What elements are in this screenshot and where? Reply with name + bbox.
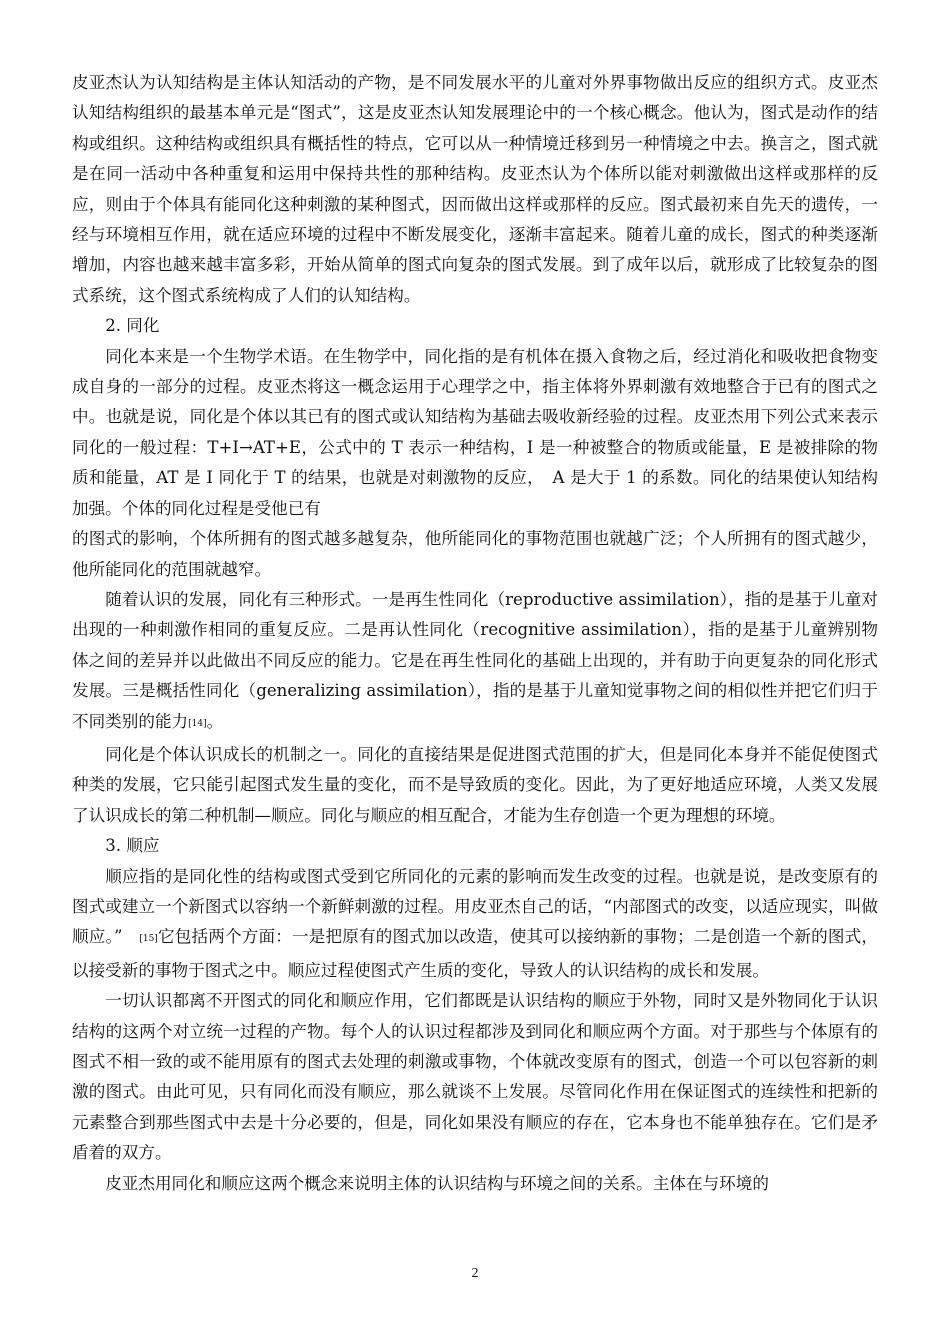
paragraph-assimilation-continued: 的图式的影响，个体所拥有的图式越多越复杂，他所能同化的事物范围也就越广泛；个人所拥有的图式越少，他所能同化的范围就越窄。 xyxy=(72,529,878,579)
paragraph-text: 随着认识的发展，同化有三种形式。一是再生性同化（reproductive assimilation），指的是基于儿童对出现的一种刺激作相同的重复反应。二是再认性同化（recognitive assimilation），指的是基于儿童辨别物体之间的差异并以此做出不同反应的能力。它是在再生性同化的基础上出现的，并有助于向更复杂的同化形式发展。三是概括性同化（generalizing assimilation），指的是基于儿童知觉事物之间的相似性并把它们归于不同类别的能力 xyxy=(72,589,878,731)
citation-14: [14] xyxy=(188,718,207,729)
paragraph-assimilation-definition: 同化本来是一个生物学术语。在生物学中，同化指的是有机体在摄入食物之后，经过消化和吸收把食物变成自身的一部分的过程。皮亚杰将这一概念运用于心理学之中，指主体将外界刺激有效地整合于已有的图式之中。也就是说，同化是个体以其已有的图式或认知结构为基础去吸收新经验的过程。皮亚杰用下列公式来表示同化的一般过程：T+I→AT+E，公式中的 T 表示一种结构，I 是一种被整合的物质或能量，E 是被排除的物质和能量，AT 是 I 同化于 T 的结果，也就是对刺激物的反应， A 是大于 1 的系数。同化的结果使认知结构加强。个体的同化过程是受他已有 xyxy=(72,346,878,518)
paragraph-schema: 皮亚杰认为认知结构是主体认知活动的产物，是不同发展水平的儿童对外界事物做出反应的组织方式。皮亚杰认知结构组织的最基本单元是“图式”，这是皮亚杰认知发展理论中的一个核心概念。他认为，图式是动作的结构或组织。这种结构或组织具有概括性的特点，它可以从一种情境迁移到另一种情境之中去。换言之，图式就是在同一活动中各种重复和运用中保持共性的那种结构。皮亚杰认为个体所以能对刺激做出这样或那样的反应，则由于个体具有能同化这种刺激的某种图式，因而做出这样或那样的反应。图式最初来自先天的遗传，一经与环境相互作用，就在适应环境的过程中不断发展变化，逐渐丰富起来。随着儿童的成长，图式的种类逐渐增加，内容也越来越丰富多彩，开始从简单的图式向复杂的图式发展。到了成年以后，就形成了比较复杂的图式系统，这个图式系统构成了人们的认知结构。 xyxy=(72,73,878,305)
section-heading-accommodation: 3. 顺应 xyxy=(105,836,160,856)
paragraph-accommodation-definition xyxy=(72,862,878,987)
paragraph-structure-environment: 皮亚杰用同化和顺应这两个概念来说明主体的认识结构与环境之间的关系。主体在与环境的 xyxy=(105,1173,769,1193)
citation-15: [15] xyxy=(139,934,158,945)
page-number: 2 xyxy=(471,1266,479,1281)
document-body xyxy=(72,68,878,1199)
paragraph-text-end: 。 xyxy=(206,711,224,731)
paragraph-assimilation-mechanism: 同化是个体认识成长的机制之一。同化的直接结果是促进图式范围的扩大，但是同化本身并不能促使图式种类的发展，它只能引起图式发生量的变化，而不是导致质的变化。因此，为了更好地适应环境，人类又发展了认识成长的第二种机制—顺应。同化与顺应的相互配合，才能为生存创造一个更为理想的环境。 xyxy=(72,744,878,825)
paragraph-assimilation-forms xyxy=(72,585,878,740)
paragraph-assimilation-accommodation: 一切认识都离不开图式的同化和顺应作用，它们都既是认识结构的顺应于外物，同时又是外物同化于认识结构的这两个对立统一过程的产物。每个人的认识过程都涉及到同化和顺应两个方面。对于那些与个体原有的图式不相一致的或不能用原有的图式去处理的刺激或事物，个体就改变原有的图式，创造一个可以包容新的刺激的图式。由此可见，只有同化而没有顺应，那么就谈不上发展。尽管同化作用在保证图式的连续性和把新的元素整合到那些图式中去是十分必要的，但是，同化如果没有顺应的存在，它本身也不能单独存在。它们是矛盾着的双方。 xyxy=(72,991,878,1163)
paragraph-text: 顺应指的是同化性的结构或图式受到它所同化的元素的影响而发生改变的过程。也就是说，是改变原有的图式或建立一个新图式以容纳一个新鲜刺激的过程。用皮亚杰自己的话，“内部图式的改变，以适应现实，叫做顺应。” xyxy=(72,866,878,947)
section-heading-assimilation: 2. 同化 xyxy=(105,316,160,336)
paragraph-text-end: 它包括两个方面：一是把原有的图式加以改造，使其可以接纳新的事物；二是创造一个新的图式，以接受新的事物于图式之中。顺应过程使图式产生质的变化，导致人的认识结构的成长和发展。 xyxy=(72,927,879,980)
